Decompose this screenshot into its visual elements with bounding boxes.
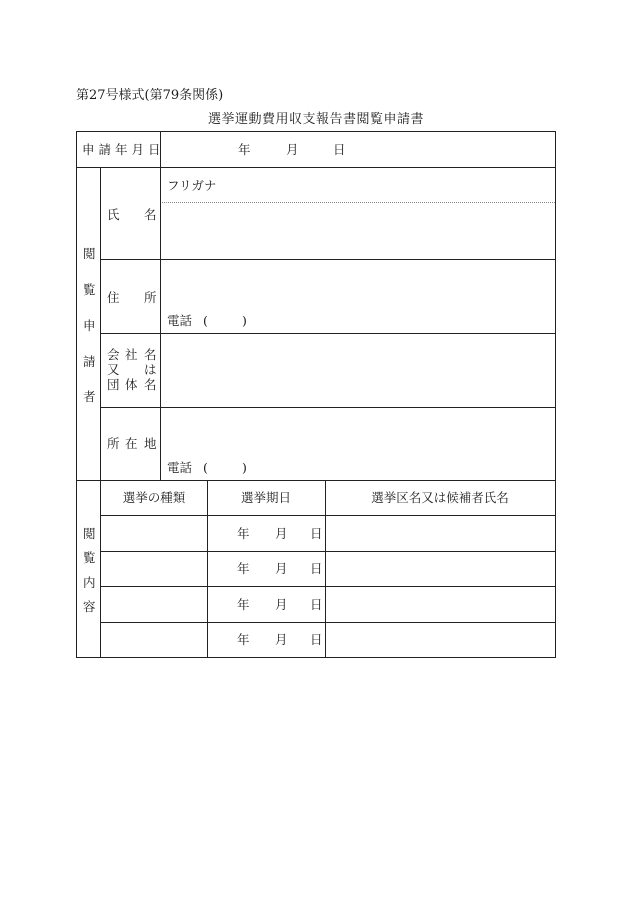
company-label-char: 名 — [144, 377, 157, 392]
row-date-day-field[interactable]: 日 — [310, 597, 323, 612]
location-label-char: 在 — [125, 436, 138, 451]
address-phone-paren-close: ) — [242, 313, 247, 328]
district-candidate-input[interactable] — [326, 516, 555, 551]
address-input[interactable] — [161, 260, 555, 310]
location-phone-input[interactable] — [211, 459, 241, 477]
row-date-day-field[interactable]: 日 — [310, 526, 323, 541]
company-label-char: 会 — [107, 347, 120, 362]
applicant-section-char: 請 — [83, 354, 96, 369]
company-label-char: は — [144, 362, 157, 377]
company-label-char: 体 — [125, 377, 138, 392]
election-type-input[interactable] — [101, 587, 207, 622]
row-date-month-field[interactable]: 月 — [275, 597, 288, 612]
contents-section-char: 内 — [83, 575, 96, 590]
application-date-label: 申請年月日 — [82, 142, 165, 157]
row-date-day-field[interactable]: 日 — [310, 561, 323, 576]
location-phone-paren-close: ) — [242, 460, 247, 475]
address-label-char: 所 — [144, 290, 157, 305]
company-label-char: 名 — [144, 347, 157, 362]
row-date-day-field[interactable]: 日 — [310, 632, 323, 647]
application-form — [76, 131, 556, 658]
location-input[interactable] — [161, 408, 555, 456]
furigana-label: フリガナ — [167, 178, 217, 193]
row-date-year-field[interactable]: 年 — [237, 597, 250, 612]
company-name-input[interactable] — [161, 334, 555, 407]
address-phone-paren-open: ( — [203, 313, 208, 328]
contents-section-char: 覧 — [83, 550, 96, 565]
rule-applicant-section — [100, 167, 101, 480]
applicant-section-char: 覧 — [83, 282, 96, 297]
address-phone-label: 電話 — [167, 313, 193, 328]
rule-after-applicant — [77, 480, 555, 481]
applicant-section-char: 者 — [83, 389, 96, 404]
address-phone-input[interactable] — [211, 312, 241, 330]
form-number-note: 第27号様式(第79条関係) — [76, 88, 224, 103]
district-candidate-input[interactable] — [326, 623, 555, 657]
district-candidate-input[interactable] — [326, 587, 555, 622]
applicant-section-char: 閲 — [83, 246, 96, 261]
row-date-year-field[interactable]: 年 — [237, 561, 250, 576]
row-date-year-field[interactable]: 年 — [237, 632, 250, 647]
document-title: 選挙運動費用収支報告書閲覧申請書 — [207, 112, 424, 127]
company-label-char: 社 — [125, 347, 138, 362]
column-header-election-date: 選挙期日 — [240, 490, 292, 505]
location-phone-label: 電話 — [167, 460, 193, 475]
election-type-input[interactable] — [101, 623, 207, 657]
row-date-month-field[interactable]: 月 — [275, 561, 288, 576]
location-label-char: 所 — [107, 436, 120, 451]
company-label-char: 又 — [107, 362, 120, 377]
election-type-input[interactable] — [101, 552, 207, 586]
row-date-year-field[interactable]: 年 — [237, 526, 250, 541]
name-label-char: 氏 — [107, 207, 120, 222]
election-type-input[interactable] — [101, 516, 207, 551]
company-label-char: 団 — [107, 377, 120, 392]
district-candidate-input[interactable] — [326, 552, 555, 586]
column-header-election-type: 選挙の種類 — [122, 490, 186, 505]
location-label-char: 地 — [144, 436, 157, 451]
address-label-char: 住 — [107, 290, 120, 305]
row-date-month-field[interactable]: 月 — [275, 632, 288, 647]
rule-content-col-2 — [207, 480, 208, 658]
applicant-section-char: 申 — [83, 318, 96, 333]
name-label-char: 名 — [144, 207, 157, 222]
contents-section-char: 閲 — [83, 526, 96, 541]
name-input[interactable] — [161, 203, 555, 259]
furigana-input[interactable] — [161, 168, 555, 202]
contents-section-char: 容 — [83, 599, 96, 614]
application-date-day-field[interactable]: 日 — [333, 142, 346, 157]
column-header-district-or-candidate: 選挙区名又は候補者氏名 — [371, 490, 509, 505]
application-date-year-field[interactable]: 年 — [238, 142, 251, 157]
location-phone-paren-open: ( — [203, 460, 208, 475]
application-date-month-field[interactable]: 月 — [286, 142, 299, 157]
row-date-month-field[interactable]: 月 — [275, 526, 288, 541]
